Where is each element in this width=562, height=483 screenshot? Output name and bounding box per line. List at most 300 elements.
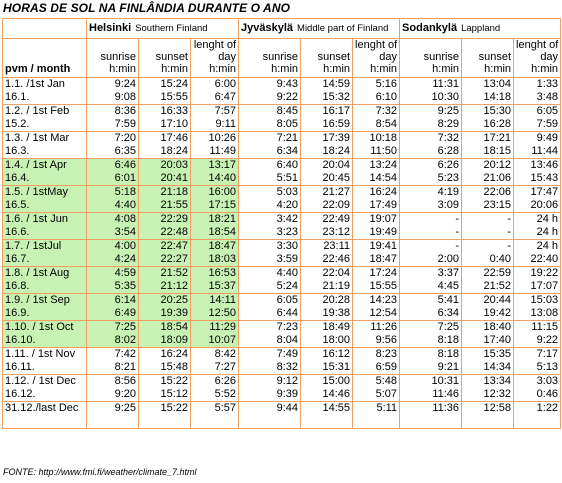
sunset-cell [301, 321, 353, 348]
sunrise-cell [400, 132, 462, 159]
length-cell [191, 267, 239, 294]
time-value: 21:06 [483, 172, 512, 184]
time-value: 10:18 [369, 132, 398, 144]
time-value: 22:27 [160, 253, 188, 265]
sunrise-cell [400, 294, 462, 321]
time-value: 9:39 [276, 388, 299, 400]
time-value: 6:40 [276, 159, 299, 171]
time-value: 8:02 [114, 334, 136, 346]
time-value: 3:59 [276, 253, 299, 265]
sunrise-cell [87, 105, 139, 132]
time-value: 7:32 [375, 105, 398, 117]
time-value: 10:26 [208, 132, 237, 144]
time-value: 19:39 [160, 307, 188, 319]
time-value: 16:28 [483, 118, 512, 130]
sunrise-cell [87, 159, 139, 186]
time-value: 20:41 [160, 172, 188, 184]
time-value: 7:21 [276, 132, 299, 144]
sunrise-cell [87, 348, 139, 375]
length-cell [191, 186, 239, 213]
header-line: day [379, 51, 398, 63]
sunset-cell [462, 267, 514, 294]
sunset-cell [139, 402, 191, 429]
time-value: 5:51 [276, 172, 299, 184]
sunrise-cell [239, 213, 301, 240]
city-sodankyla [400, 19, 561, 39]
time-value: 5:18 [114, 186, 136, 198]
time-value: 15:24 [160, 78, 188, 90]
time-value: 12:54 [369, 307, 398, 319]
length-cell [353, 240, 400, 267]
time-value: 10:30 [431, 91, 460, 103]
time-value: 22:06 [483, 186, 512, 198]
sunrise-cell [400, 375, 462, 402]
time-value: 11:44 [531, 145, 559, 157]
time-value: 15:31 [322, 361, 351, 373]
sunset-cell [139, 159, 191, 186]
time-value: 13:34 [483, 375, 512, 387]
time-value: 7:25 [114, 321, 136, 333]
header-line: lenght of [516, 39, 559, 51]
sunrise-column-header [239, 39, 301, 78]
time-value: 22:29 [160, 213, 188, 225]
time-value: 11:29 [209, 321, 237, 333]
time-value: 5:48 [375, 375, 398, 387]
source-note: FONTE: http://www.fmi.fi/weather/climate_7.html [3, 467, 197, 477]
time-value: 14:11 [209, 294, 237, 306]
time-value: - [507, 226, 512, 238]
sunrise-cell [87, 213, 139, 240]
length-cell [514, 348, 561, 375]
length-cell [514, 132, 561, 159]
sunrise-cell [400, 186, 462, 213]
header-line: lenght of [355, 39, 398, 51]
city-jyvaskyla [239, 19, 400, 39]
time-value: 22:47 [160, 240, 188, 252]
month-label: 1.9. / 1st Sep [5, 294, 70, 306]
time-value: 23:11 [323, 240, 351, 252]
time-value [464, 415, 511, 428]
time-value: 13:08 [530, 307, 559, 319]
month-label: 16.8. [5, 280, 30, 292]
month-label: 1.8. / 1st Aug [5, 267, 70, 279]
time-value: 21:27 [322, 186, 351, 198]
time-value: 4:20 [276, 199, 299, 211]
time-value: 7:59 [536, 118, 559, 130]
time-value: 3:23 [276, 226, 299, 238]
time-value: 3:03 [536, 375, 559, 387]
time-value: 11:50 [370, 145, 398, 157]
time-value: 15:03 [530, 294, 559, 306]
length-cell [191, 240, 239, 267]
time-value: 2:00 [437, 253, 460, 265]
city-region: Lappland [461, 23, 501, 34]
time-value: - [507, 213, 512, 225]
time-value: 9:12 [276, 375, 299, 387]
time-value: 5:07 [375, 388, 398, 400]
month-label-cell [3, 78, 87, 105]
month-label: 16.11. [5, 361, 35, 373]
sunset-cell [462, 186, 514, 213]
length-cell [191, 321, 239, 348]
time-value: 21:18 [160, 186, 188, 198]
time-value: 18:54 [160, 321, 188, 333]
time-value: 14:40 [208, 172, 237, 184]
length-cell [191, 213, 239, 240]
time-value: 7:59 [114, 118, 136, 130]
sunset-cell [301, 402, 353, 429]
time-value: 20:04 [322, 159, 351, 171]
time-value [355, 415, 397, 428]
month-label-cell [3, 402, 87, 429]
time-value: 16:24 [160, 348, 188, 360]
time-value: 16:12 [322, 348, 351, 360]
table-row [3, 375, 561, 402]
header-line: sunrise [423, 51, 460, 63]
time-value: 20:03 [160, 159, 188, 171]
month-label: 1.4. / 1st Apr [5, 159, 67, 171]
time-value: 9:22 [276, 91, 299, 103]
time-value: 21:52 [160, 267, 188, 279]
sunrise-cell [400, 402, 462, 429]
sunset-cell [139, 132, 191, 159]
length-cell [191, 78, 239, 105]
sunset-cell [462, 294, 514, 321]
time-value: 9:25 [114, 402, 136, 414]
time-value: 11:26 [370, 321, 398, 333]
corner-cell [3, 19, 87, 39]
table-row [3, 240, 561, 267]
sunset-cell [462, 321, 514, 348]
sunset-cell [301, 240, 353, 267]
time-value: 17:10 [160, 118, 188, 130]
length-cell [353, 375, 400, 402]
time-value: 5:57 [214, 402, 237, 414]
time-value: 16:00 [208, 186, 237, 198]
time-value: 13:17 [208, 159, 237, 171]
time-value: 5:03 [276, 186, 299, 198]
month-label-cell [3, 375, 87, 402]
time-value: 6:34 [437, 307, 460, 319]
time-value: 7:20 [114, 132, 136, 144]
sunset-cell [301, 78, 353, 105]
time-value: 17:15 [208, 199, 237, 211]
sunset-cell [139, 105, 191, 132]
time-value: 9:24 [114, 78, 136, 90]
time-value: 20:44 [483, 294, 512, 306]
month-label: 15.2. [5, 118, 30, 130]
sunrise-cell [400, 159, 462, 186]
time-value: 18:00 [322, 334, 351, 346]
length-cell [191, 402, 239, 429]
city-name: Sodankylä [402, 22, 458, 34]
time-value: 6:26 [437, 159, 460, 171]
sunset-cell [301, 267, 353, 294]
month-label: 1.3. / 1st Mar [5, 132, 70, 144]
sunrise-cell [239, 240, 301, 267]
time-value: 5:13 [536, 361, 559, 373]
column-header-row [3, 39, 561, 78]
header-line: h:min [323, 63, 351, 75]
time-value: 15:55 [160, 91, 188, 103]
time-value: 14:18 [483, 91, 512, 103]
header-line: sunrise [262, 51, 299, 63]
time-value: 13:24 [369, 159, 398, 171]
time-value: 6:05 [536, 105, 559, 117]
month-label-cell [3, 159, 87, 186]
month-label-cell [3, 132, 87, 159]
header-line: h:min [484, 63, 512, 75]
time-value: 21:52 [483, 280, 512, 292]
time-value: 8:05 [276, 118, 299, 130]
month-label: 16.5. [5, 199, 30, 211]
time-value: 3:09 [437, 199, 460, 211]
month-label: 31.12./last Dec [5, 402, 79, 414]
time-value: 5:24 [276, 280, 299, 292]
time-value: - [455, 240, 460, 252]
sunset-cell [301, 159, 353, 186]
time-value: 4:59 [114, 267, 136, 279]
header-line: h:min [271, 63, 299, 75]
time-value: 11:49 [209, 145, 237, 157]
length-cell [191, 348, 239, 375]
time-value [193, 415, 236, 428]
time-value: 20:12 [483, 159, 512, 171]
time-value: 8:32 [276, 361, 299, 373]
length-cell [353, 132, 400, 159]
table-row [3, 132, 561, 159]
length-cell [353, 321, 400, 348]
time-value: 6:46 [114, 159, 136, 171]
time-value: 22:48 [160, 226, 188, 238]
time-value: 15:30 [483, 105, 512, 117]
time-value: 15:37 [208, 280, 237, 292]
time-value: 1:22 [536, 402, 559, 414]
time-value: 15:35 [483, 348, 512, 360]
length-cell [514, 321, 561, 348]
table-row [3, 294, 561, 321]
sunrise-cell [400, 267, 462, 294]
time-value: 8:29 [437, 118, 460, 130]
sunset-cell [462, 348, 514, 375]
time-value: 22:49 [322, 213, 351, 225]
time-value: 6:34 [276, 145, 299, 157]
sun-hours-table [2, 18, 561, 429]
header-line: h:min [161, 63, 188, 75]
time-value: 15:22 [160, 375, 188, 387]
sunset-cell [462, 132, 514, 159]
month-label: 16.4. [5, 172, 30, 184]
time-value [402, 415, 459, 428]
sunrise-cell [87, 186, 139, 213]
sunrise-cell [239, 375, 301, 402]
header-line: h:min [209, 63, 237, 75]
city-region: Southern Finland [135, 23, 208, 34]
time-value: 7:25 [437, 321, 460, 333]
length-cell [514, 159, 561, 186]
length-cell [353, 105, 400, 132]
time-value: 17:40 [483, 334, 512, 346]
sunrise-cell [400, 321, 462, 348]
table-row [3, 213, 561, 240]
time-value: 8:18 [437, 334, 460, 346]
time-value: 12:32 [483, 388, 512, 400]
time-value: 11:46 [432, 388, 460, 400]
sunrise-cell [87, 132, 139, 159]
sunrise-column-header [400, 39, 462, 78]
time-value: 18:03 [208, 253, 237, 265]
time-value: 8:42 [214, 348, 237, 360]
time-value: 9:56 [375, 334, 398, 346]
time-value: 9:43 [276, 78, 299, 90]
length-cell [514, 375, 561, 402]
sunset-cell [139, 78, 191, 105]
time-value: 8:45 [276, 105, 299, 117]
header-line: h:min [370, 63, 398, 75]
time-value: 18:09 [160, 334, 188, 346]
time-value: 9:20 [114, 388, 136, 400]
length-cell [514, 402, 561, 429]
sunset-column-header [139, 39, 191, 78]
month-label: 1.5. / 1stMay [5, 186, 68, 198]
time-value: 14:55 [322, 402, 351, 414]
table-body [3, 78, 561, 429]
time-value: 21:55 [160, 199, 188, 211]
time-value: 7:17 [536, 348, 559, 360]
month-label: 16.9. [5, 307, 30, 319]
sunset-cell [301, 294, 353, 321]
sunset-cell [139, 267, 191, 294]
time-value: 16:17 [322, 105, 351, 117]
time-value [141, 415, 188, 428]
time-value: 14:59 [322, 78, 351, 90]
time-value: - [507, 240, 512, 252]
time-value: 4:40 [276, 267, 299, 279]
month-label: 1.12. / 1st Dec [5, 375, 76, 387]
time-value: 6:01 [114, 172, 136, 184]
sunset-cell [462, 159, 514, 186]
time-value: 19:38 [322, 307, 351, 319]
length-cell [353, 348, 400, 375]
time-value: 6:49 [114, 307, 136, 319]
time-value: 17:46 [160, 132, 188, 144]
length-cell [353, 78, 400, 105]
time-value: 19:42 [483, 307, 512, 319]
length-cell [514, 294, 561, 321]
time-value: 17:39 [322, 132, 351, 144]
sunrise-cell [87, 402, 139, 429]
time-value: 12:50 [208, 307, 237, 319]
time-value: 8:04 [276, 334, 299, 346]
table-row [3, 348, 561, 375]
time-value: 10:31 [431, 375, 460, 387]
time-value: 8:18 [437, 348, 460, 360]
time-value: 14:54 [369, 172, 398, 184]
length-cell [514, 213, 561, 240]
time-value: 15:12 [160, 388, 188, 400]
sunrise-cell [87, 267, 139, 294]
month-label-cell [3, 321, 87, 348]
time-value: 18:47 [208, 240, 237, 252]
length-column-header [514, 39, 561, 78]
time-value: 5:35 [114, 280, 136, 292]
sunset-cell [139, 186, 191, 213]
time-value: 18:24 [322, 145, 351, 157]
sunrise-cell [239, 132, 301, 159]
time-value: 22:40 [530, 253, 559, 265]
time-value: 17:24 [369, 267, 398, 279]
sunset-cell [139, 240, 191, 267]
city-region: Middle part of Finland [297, 23, 389, 34]
time-value: 16:59 [322, 118, 351, 130]
time-value: 9:21 [437, 361, 460, 373]
time-value: 6:44 [276, 307, 299, 319]
sunrise-cell [87, 240, 139, 267]
sunset-cell [462, 105, 514, 132]
sunrise-cell [400, 105, 462, 132]
time-value: 4:08 [114, 213, 136, 225]
time-value: 7:42 [114, 348, 136, 360]
sunset-cell [301, 213, 353, 240]
header-line: h:min [432, 63, 460, 75]
sunrise-column-header [87, 39, 139, 78]
month-label: 16.3. [5, 145, 30, 157]
time-value: 16:33 [160, 105, 188, 117]
sunrise-cell [239, 78, 301, 105]
time-value: - [455, 226, 460, 238]
time-value [516, 415, 558, 428]
sunset-cell [139, 348, 191, 375]
header-line: day [218, 51, 237, 63]
month-label-cell [3, 348, 87, 375]
city-helsinki [87, 19, 239, 39]
time-value: - [455, 213, 460, 225]
sunrise-cell [87, 321, 139, 348]
time-value: 20:45 [322, 172, 351, 184]
time-value: 20:25 [160, 294, 188, 306]
sunset-cell [462, 240, 514, 267]
month-label: 16.6. [5, 226, 30, 238]
sunrise-cell [239, 267, 301, 294]
sunset-column-header [462, 39, 514, 78]
time-value: 24 h [536, 240, 559, 252]
length-cell [191, 375, 239, 402]
time-value: 19:22 [530, 267, 559, 279]
header-line: day [540, 51, 559, 63]
time-value: 1:33 [536, 78, 559, 90]
header-line: h:min [109, 63, 136, 75]
table-row [3, 321, 561, 348]
time-value: 14:34 [483, 361, 512, 373]
time-value: 18:24 [160, 145, 188, 157]
length-cell [353, 267, 400, 294]
time-value: 3:54 [114, 226, 136, 238]
table-row [3, 78, 561, 105]
time-value: 18:21 [208, 213, 237, 225]
time-value: 11:36 [432, 402, 460, 414]
time-value: 9:22 [536, 334, 559, 346]
time-value: 22:09 [322, 199, 351, 211]
sunset-cell [301, 105, 353, 132]
time-value: 6:35 [114, 145, 136, 157]
time-value: 16:53 [208, 267, 237, 279]
time-value: 15:55 [369, 280, 398, 292]
time-value: 13:04 [483, 78, 512, 90]
month-label [5, 415, 84, 428]
length-cell [514, 105, 561, 132]
time-value: 4:00 [114, 240, 136, 252]
header-line: sunset [155, 51, 188, 63]
